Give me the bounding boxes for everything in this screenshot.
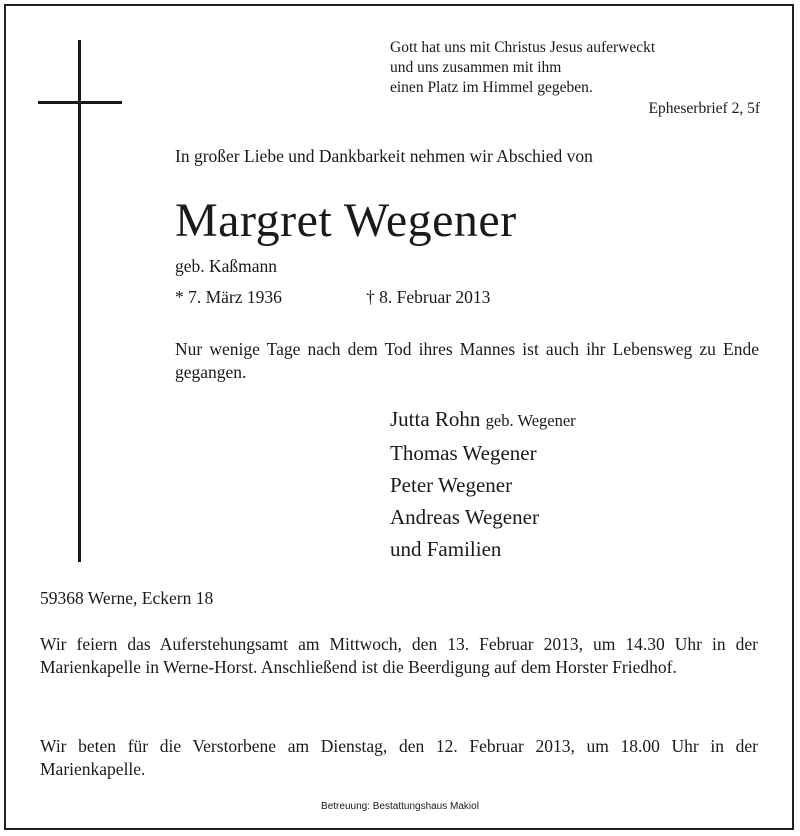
verse-reference: Epheserbrief 2, 5f [648,100,760,117]
cross-icon [78,40,81,562]
mourner: Peter Wegener [390,473,513,497]
intro-text: In großer Liebe und Dankbarkeit nehmen wir Abschied von [175,146,593,166]
cross-icon-bar [38,101,122,104]
mourner [390,403,576,437]
mourner-name: Jutta Rohn [390,407,481,431]
address: 59368 Werne, Eckern 18 [40,588,214,608]
verse-line: Gott hat uns mit Christus Jesus auferweckt [390,39,656,56]
verse-line: und uns zusammen mit ihm [390,59,562,76]
mourner-note: geb. Wegener [485,411,576,430]
verse-line: einen Platz im Himmel gegeben. [390,79,593,96]
mourner: und Familien [390,537,502,561]
birth-date: * 7. März 1936 [175,287,282,307]
bible-verse [390,38,655,98]
footer-credit: Betreuung: Bestattungshaus Makiol [321,801,479,812]
mourners-list [390,403,576,565]
service-info: Wir feiern das Auferstehungsamt am Mittwoch, den 13. Februar 2013, um 14.30 Uhr in der Marienkapelle in Werne-Horst. Anschließend ist die Beerdigung auf dem Horster Friedhof. [40,634,758,677]
maiden-name: geb. Kaßmann [175,256,278,276]
mourner: Andreas Wegener [390,505,539,529]
lead-text: Nur wenige Tage nach dem Tod ihres Mannes ist auch ihr Lebensweg zu Ende gegangen. [175,339,759,382]
prayer-info: Wir beten für die Verstorbene am Dienstag, den 12. Februar 2013, um 18.00 Uhr in der Marienkapelle. [40,736,758,779]
death-date: † 8. Februar 2013 [366,287,491,307]
mourner: Thomas Wegener [390,441,537,465]
deceased-name: Margret Wegener [175,194,517,247]
